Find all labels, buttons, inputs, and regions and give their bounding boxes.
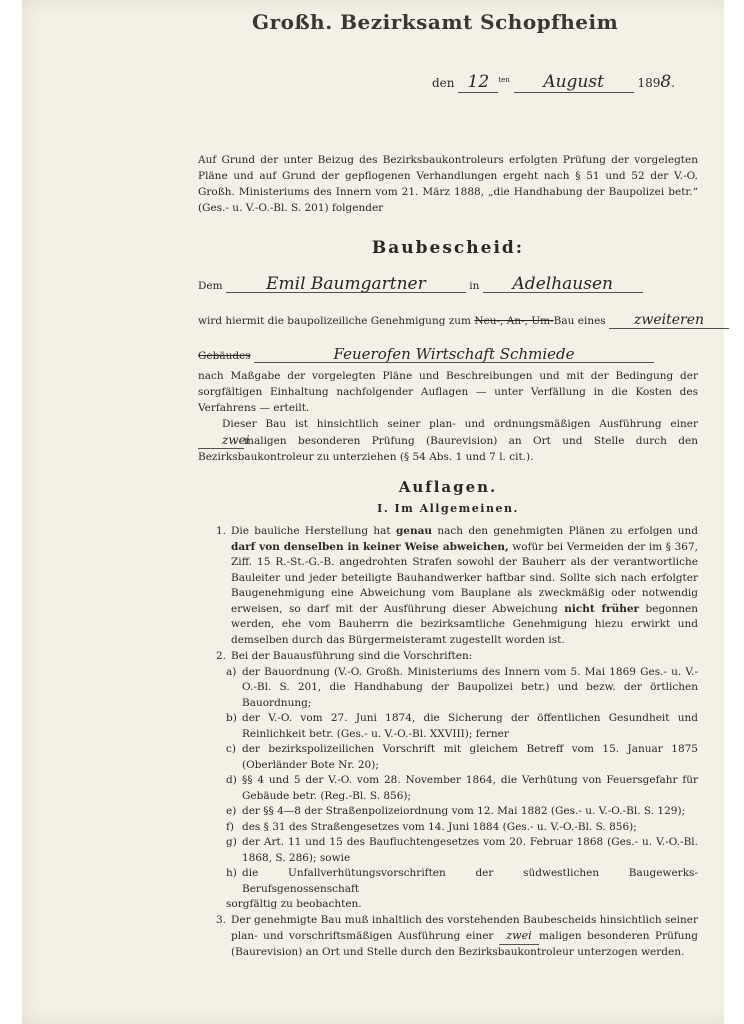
sub-item bbox=[226, 804, 698, 820]
date-day-suffix: ten bbox=[498, 76, 510, 84]
sub-item-text: die Unfallverhütungsvorschriften der südwestlichen Baugewerks-Berufsgenossenschaft bbox=[242, 867, 698, 895]
item1-text-2: nach den genehmigten Plänen zu erfolgen und bbox=[437, 525, 698, 537]
sub-item-letter: g) bbox=[226, 836, 237, 848]
auflagen-title: Auflagen. bbox=[398, 478, 498, 496]
permit-handwritten: zweiteren bbox=[609, 312, 729, 329]
date-line bbox=[432, 72, 675, 93]
sub-item-text: der bezirkspolizeilichen Vorschrift mit gleichem Betreff vom 15. Januar 1875 (Oberländer Bote Nr. 20); bbox=[242, 743, 698, 771]
item-text bbox=[231, 524, 698, 648]
document-page bbox=[22, 0, 734, 1024]
sub-item-letter: h) bbox=[226, 867, 237, 879]
permit-line bbox=[198, 312, 705, 329]
sub-item bbox=[226, 665, 698, 712]
condition-paragraph: nach Maßgabe der vorgelegten Pläne und Beschreibungen und mit der Bedingung der sorgfältigen Einhaltung nachfolgender Auflagen — unter Verfällung in die Kosten des Verfahrens — erteilt. bbox=[198, 370, 698, 414]
item1-bold-1: genau bbox=[395, 525, 433, 537]
intro-paragraph: Auf Grund der unter Beizug des Bezirksbaukontroleurs erfolgten Prüfung der vorgelegten Pläne und auf Grund der gepflogenen Verhandlungen ergeht nach § 51 und 52 der V.-O. Großh. Ministeriums des Innern vom 21. März 1888, „die Handhabung der Baupolizei betr.“ (Ges.- u. V.-O.-Bl. S. 201) folgender bbox=[198, 154, 698, 214]
requirements-list bbox=[198, 524, 698, 960]
document-title: Baubescheid: bbox=[371, 238, 525, 258]
item-text bbox=[231, 913, 698, 961]
sub-item bbox=[226, 742, 698, 773]
sub-item bbox=[226, 835, 698, 866]
sub-item-text: der Bauordnung (V.-O. Großh. Ministeriums des Innern vom 5. Mai 1869 Ges.- u. V.-O.-Bl. S. 201, die Handhabung der Baupolizei betr.) und bezw. der örtlichen Bauordnung; bbox=[242, 665, 698, 709]
recipient-in: in bbox=[469, 280, 480, 292]
sub-item bbox=[226, 773, 698, 804]
section-1-heading: I. Im Allgemeinen. bbox=[377, 502, 519, 515]
item3-text-2: maligen besonderen Prüfung (Baurevision) an Ort und Stelle durch den Bezirksbaukontroleur unterzogen werden. bbox=[231, 930, 699, 958]
sub-item bbox=[226, 820, 698, 836]
item-number: 3. bbox=[215, 913, 226, 926]
scan-background-left bbox=[0, 0, 22, 1024]
building-struck: Gebäudes bbox=[198, 350, 251, 362]
recipient-line bbox=[198, 276, 698, 294]
list-item bbox=[198, 649, 698, 665]
building-handwritten: Feuerofen Wirtschaft Schmiede bbox=[254, 346, 654, 363]
sub-item-letter: b) bbox=[226, 712, 237, 724]
inspection-text-1: Dieser Bau ist hinsichtlich seiner plan- und ordnungsmäßigen Ausführung einer bbox=[222, 418, 698, 430]
item3-handwritten: zwei bbox=[499, 928, 539, 945]
scan-background-right bbox=[724, 0, 734, 1024]
item1-text-3: wofür bei Vermeiden der im § 367, Ziff. 15 R.-St.-G.-B. angedrohten Strafen sowohl der Bauherr als der verantwortliche Bauleiter und jeder beteiligte Bauhandwerker haftbar sind. Sollte sich nach erfolgter Baugenehmigung eine Abweichung vom Bauplane als zweckmäßig oder notwendig erweisen, so darf mit der Ausführung dieser Abweichung bbox=[231, 540, 698, 615]
permit-bau: Bau eines bbox=[553, 315, 606, 327]
item-text: Bei der Bauausführung sind die Vorschriften: bbox=[231, 650, 473, 662]
date-year-digit: 8 bbox=[660, 72, 672, 92]
item3-text-1: Der genehmigte Bau muß inhaltlich des vorstehenden Baubescheids hinsichtlich seiner plan- und vorschriftsmäßigen Ausführung einer bbox=[231, 913, 698, 942]
inspection-text-2: maligen besonderen Prüfung (Baurevision) an Ort und Stelle durch den Bezirksbaukontroleur zu unterziehen (§ 54 Abs. 1 und 7 l. cit.). bbox=[198, 435, 698, 463]
sub-item bbox=[226, 711, 698, 742]
office-header: Großh. Bezirksamt Schopfheim bbox=[252, 10, 619, 34]
building-line bbox=[198, 346, 698, 364]
sub-item-text: der V.-O. vom 27. Juni 1874, die Sicherung der öffentlichen Gesundheit und Reinlichkeit betr. (Ges.- u. V.-O.-Bl. XXVIII); ferner bbox=[242, 712, 698, 740]
item1-text-1: Die bauliche Herstellung hat bbox=[231, 525, 391, 537]
item2-tail: sorgfältig zu beobachten. bbox=[226, 898, 362, 910]
list-item bbox=[198, 913, 698, 961]
permit-text: wird hiermit die baupolizeiliche Genehmigung zum bbox=[198, 315, 472, 327]
item-number: 1. bbox=[215, 525, 226, 537]
sub-item-letter: f) bbox=[226, 820, 234, 833]
sub-list bbox=[198, 665, 698, 898]
sub-item-text: der Art. 11 und 15 des Baufluchtengesetzes vom 20. Februar 1868 (Ges.- u. V.-O.-Bl. 1868, S. 286); sowie bbox=[242, 836, 698, 864]
inspection-paragraph bbox=[198, 416, 698, 465]
permit-struck-options: Neu-, An-, Um- bbox=[474, 315, 554, 327]
sub-item-text: §§ 4 und 5 der V.-O. vom 28. November 1864, die Verhütung von Feuersgefahr für Gebäude betr. (Reg.-Bl. S. 856); bbox=[242, 774, 698, 802]
item1-bold-2: darf von denselben in keiner Weise abweichen, bbox=[231, 540, 509, 553]
sub-item-text: des § 31 des Straßengesetzes vom 14. Juni 1884 (Ges.- u. V.-O.-Bl. S. 856); bbox=[242, 820, 637, 833]
date-year-prefix: 189 bbox=[637, 76, 661, 90]
sub-item-letter: a) bbox=[226, 665, 237, 678]
date-prefix: den bbox=[432, 76, 455, 90]
sub-item-letter: c) bbox=[226, 743, 236, 755]
list-item bbox=[198, 524, 698, 648]
sub-item-letter: d) bbox=[226, 774, 237, 786]
sub-item-text: der §§ 4—8 der Straßenpolizeiordnung vom 12. Mai 1882 (Ges.- u. V.-O.-Bl. S. 129); bbox=[242, 805, 686, 817]
sub-item-letter: e) bbox=[226, 805, 237, 817]
item-number: 2. bbox=[215, 650, 226, 662]
item1-text-4: begonnen werden, ehe vom Bauherrn die bezirksamtliche Genehmigung hiezu erwirkt und demselben durch das Bürgermeisteramt zugestellt worden ist. bbox=[231, 602, 698, 646]
date-day: 12 bbox=[458, 72, 498, 93]
item1-bold-3: nicht früher bbox=[564, 602, 640, 615]
recipient-name: Emil Baumgartner bbox=[226, 276, 466, 293]
recipient-place: Adelhausen bbox=[483, 276, 643, 293]
date-end: . bbox=[671, 76, 676, 90]
recipient-prefix: Dem bbox=[198, 280, 223, 292]
inspection-handwritten: zwei bbox=[198, 432, 244, 449]
sub-item bbox=[226, 866, 698, 897]
date-month: August bbox=[514, 72, 634, 93]
